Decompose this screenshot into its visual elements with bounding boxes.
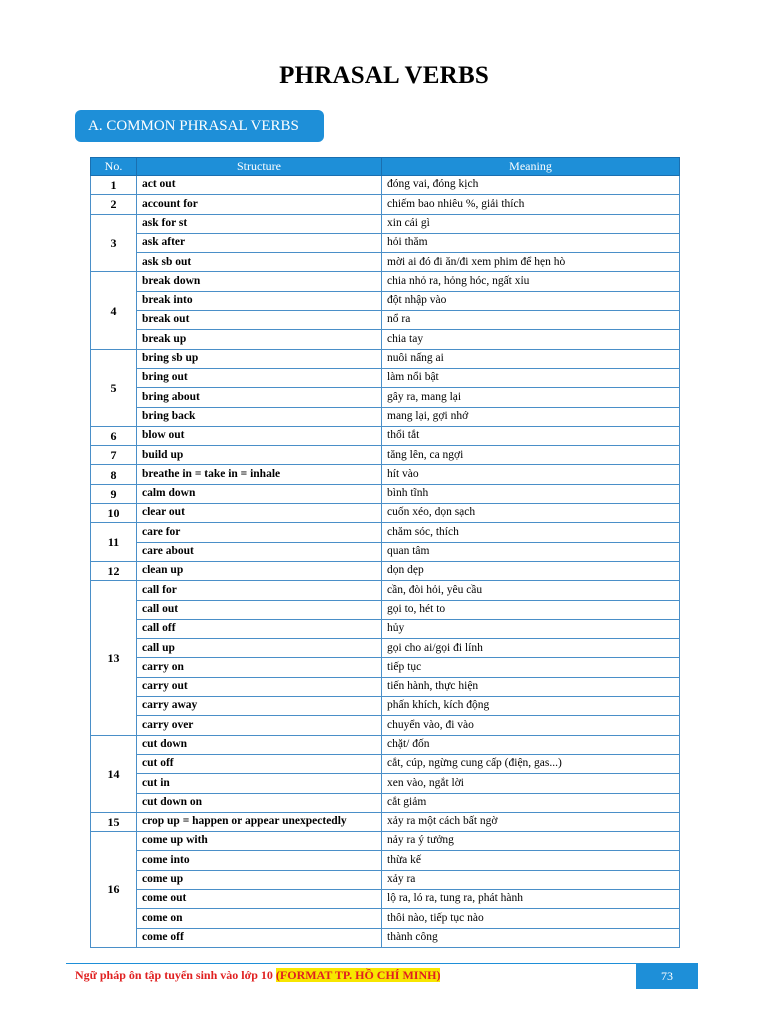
table-row (91, 446, 680, 465)
structure-cell: call off (137, 619, 382, 638)
structure-cell: break out (137, 311, 382, 330)
meaning-cell: làm nổi bật (382, 368, 680, 387)
table-body (91, 176, 680, 948)
structure-cell: come off (137, 928, 382, 947)
meaning-cell: tiến hành, thực hiện (382, 677, 680, 696)
table-row (91, 812, 680, 831)
structure-cell: carry away (137, 697, 382, 716)
meaning-cell: hít vào (382, 465, 680, 484)
meaning-cell: quan tâm (382, 542, 680, 561)
structure-cell: carry on (137, 658, 382, 677)
meaning-cell: phấn khích, kích động (382, 697, 680, 716)
table-row (91, 542, 680, 561)
page-title: PHRASAL VERBS (279, 62, 489, 89)
table-row (91, 368, 680, 387)
table-row (91, 793, 680, 812)
footer-text: Ngữ pháp ôn tập tuyển sinh vào lớp 10 (75, 968, 276, 982)
row-number: 1 (91, 176, 137, 195)
table-row (91, 561, 680, 580)
structure-cell: ask for st (137, 214, 382, 233)
row-number: 13 (91, 581, 137, 735)
structure-cell: cut off (137, 754, 382, 773)
header-no: No. (91, 158, 137, 176)
header-meaning: Meaning (382, 158, 680, 176)
table-row (91, 716, 680, 735)
table-row (91, 928, 680, 947)
table-row (91, 407, 680, 426)
structure-cell: clear out (137, 504, 382, 523)
table-row (91, 697, 680, 716)
structure-cell: bring out (137, 368, 382, 387)
table-row (91, 195, 680, 214)
meaning-cell: gây ra, mang lại (382, 388, 680, 407)
table-row (91, 311, 680, 330)
meaning-cell: nảy ra ý tưởng (382, 832, 680, 851)
structure-cell: call for (137, 581, 382, 600)
meaning-cell: cuốn xéo, dọn sạch (382, 504, 680, 523)
meaning-cell: mời ai đó đi ăn/đi xem phim để hẹn hò (382, 253, 680, 272)
table-row (91, 774, 680, 793)
meaning-cell: thôi nào, tiếp tục nào (382, 909, 680, 928)
table-row (91, 504, 680, 523)
row-number: 9 (91, 484, 137, 503)
footer-caption (75, 968, 440, 983)
structure-cell: ask sb out (137, 253, 382, 272)
table-row (91, 851, 680, 870)
structure-cell: come up with (137, 832, 382, 851)
page-number: 73 (636, 963, 698, 989)
structure-cell: clean up (137, 561, 382, 580)
structure-cell: carry over (137, 716, 382, 735)
structure-cell: blow out (137, 426, 382, 445)
table-row (91, 233, 680, 252)
meaning-cell: cắt giảm (382, 793, 680, 812)
meaning-cell: cần, đòi hỏi, yêu cầu (382, 581, 680, 600)
meaning-cell: dọn dẹp (382, 561, 680, 580)
structure-cell: come on (137, 909, 382, 928)
structure-cell: build up (137, 446, 382, 465)
meaning-cell: chia tay (382, 330, 680, 349)
row-number: 6 (91, 426, 137, 445)
row-number: 10 (91, 504, 137, 523)
meaning-cell: lộ ra, ló ra, tung ra, phát hành (382, 889, 680, 908)
table-row (91, 214, 680, 233)
footer-divider (66, 963, 698, 964)
table-row (91, 619, 680, 638)
table-row (91, 523, 680, 542)
meaning-cell: thành công (382, 928, 680, 947)
row-number: 14 (91, 735, 137, 812)
structure-cell: break down (137, 272, 382, 291)
meaning-cell: thổi tắt (382, 426, 680, 445)
structure-cell: break up (137, 330, 382, 349)
meaning-cell: xin cái gì (382, 214, 680, 233)
table-row (91, 388, 680, 407)
meaning-cell: nuôi nấng ai (382, 349, 680, 368)
table-row (91, 639, 680, 658)
row-number: 3 (91, 214, 137, 272)
structure-cell: come out (137, 889, 382, 908)
meaning-cell: xen vào, ngắt lời (382, 774, 680, 793)
table-row (91, 870, 680, 889)
meaning-cell: thừa kế (382, 851, 680, 870)
table-row (91, 754, 680, 773)
section-heading: A. COMMON PHRASAL VERBS (75, 110, 324, 142)
meaning-cell: nổ ra (382, 311, 680, 330)
structure-cell: care for (137, 523, 382, 542)
table-row (91, 426, 680, 445)
structure-cell: crop up = happen or appear unexpectedly (137, 812, 382, 831)
meaning-cell: hủy (382, 619, 680, 638)
table-row (91, 735, 680, 754)
row-number: 4 (91, 272, 137, 349)
meaning-cell: xảy ra (382, 870, 680, 889)
structure-cell: breathe in = take in = inhale (137, 465, 382, 484)
meaning-cell: đóng vai, đóng kịch (382, 176, 680, 195)
table-row (91, 832, 680, 851)
row-number: 8 (91, 465, 137, 484)
table-row (91, 581, 680, 600)
table-row (91, 465, 680, 484)
row-number: 12 (91, 561, 137, 580)
footer-highlight: (FORMAT TP. HỒ CHÍ MINH) (275, 968, 441, 982)
structure-cell: break into (137, 291, 382, 310)
table-row (91, 349, 680, 368)
table-row (91, 658, 680, 677)
table-row (91, 889, 680, 908)
structure-cell: account for (137, 195, 382, 214)
structure-cell: bring about (137, 388, 382, 407)
meaning-cell: chiếm bao nhiêu %, giải thích (382, 195, 680, 214)
phrasal-verbs-table (90, 157, 680, 948)
meaning-cell: đột nhập vào (382, 291, 680, 310)
structure-cell: calm down (137, 484, 382, 503)
table-row (91, 484, 680, 503)
meaning-cell: hỏi thăm (382, 233, 680, 252)
row-number: 7 (91, 446, 137, 465)
meaning-cell: chặt/ đốn (382, 735, 680, 754)
structure-cell: bring sb up (137, 349, 382, 368)
row-number: 2 (91, 195, 137, 214)
row-number: 5 (91, 349, 137, 426)
structure-cell: care about (137, 542, 382, 561)
structure-cell: ask after (137, 233, 382, 252)
meaning-cell: bình tĩnh (382, 484, 680, 503)
table-row (91, 272, 680, 291)
meaning-cell: chuyển vào, đi vào (382, 716, 680, 735)
table-row (91, 176, 680, 195)
structure-cell: cut in (137, 774, 382, 793)
table-row (91, 253, 680, 272)
row-number: 16 (91, 832, 137, 948)
header-structure: Structure (137, 158, 382, 176)
meaning-cell: xảy ra một cách bất ngờ (382, 812, 680, 831)
row-number: 15 (91, 812, 137, 831)
structure-cell: act out (137, 176, 382, 195)
table-row (91, 677, 680, 696)
structure-cell: come into (137, 851, 382, 870)
structure-cell: call out (137, 600, 382, 619)
meaning-cell: chăm sóc, thích (382, 523, 680, 542)
meaning-cell: gọi to, hét to (382, 600, 680, 619)
table-row (91, 330, 680, 349)
structure-cell: call up (137, 639, 382, 658)
meaning-cell: chia nhỏ ra, hỏng hóc, ngất xỉu (382, 272, 680, 291)
meaning-cell: mang lại, gợi nhớ (382, 407, 680, 426)
structure-cell: come up (137, 870, 382, 889)
structure-cell: bring back (137, 407, 382, 426)
table-row (91, 909, 680, 928)
structure-cell: carry out (137, 677, 382, 696)
row-number: 11 (91, 523, 137, 562)
table-row (91, 600, 680, 619)
meaning-cell: tiếp tục (382, 658, 680, 677)
structure-cell: cut down (137, 735, 382, 754)
meaning-cell: tăng lên, ca ngợi (382, 446, 680, 465)
table-header-row (91, 158, 680, 176)
table-row (91, 291, 680, 310)
meaning-cell: gọi cho ai/gọi đi lính (382, 639, 680, 658)
meaning-cell: cắt, cúp, ngừng cung cấp (điện, gas...) (382, 754, 680, 773)
structure-cell: cut down on (137, 793, 382, 812)
